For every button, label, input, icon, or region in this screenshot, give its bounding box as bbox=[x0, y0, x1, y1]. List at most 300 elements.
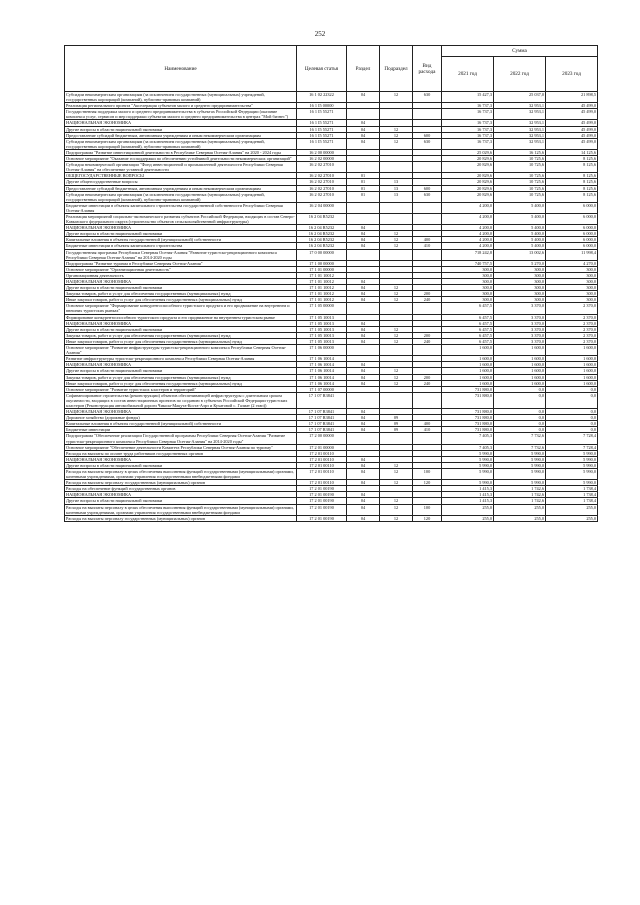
table-row bbox=[65, 392, 598, 408]
row-sum-2021: 20 829,6 bbox=[442, 179, 494, 185]
row-target: 17 1 01 10012 bbox=[297, 285, 347, 291]
row-target: 17 1 07 R3841 bbox=[297, 415, 347, 421]
row-subsection bbox=[380, 345, 413, 356]
row-name: Расходы на выплаты персоналу в целях обеспечения выполнения функций государственными (муниципальными) органами, казенными учреждениями, органами управления государственными внебюджетными фондами bbox=[65, 469, 297, 480]
table-row bbox=[65, 92, 598, 103]
row-subsection: 12 bbox=[380, 138, 413, 149]
table-row bbox=[65, 213, 598, 224]
row-sum-2021: 16 737,3 bbox=[442, 120, 494, 126]
row-sum-2021: 5 990,0 bbox=[442, 456, 494, 462]
row-type: 100 bbox=[413, 469, 442, 480]
row-target: 17 2 00 00000 bbox=[297, 433, 347, 444]
row-sum-2023: 255,0 bbox=[546, 504, 598, 515]
row-target: 16 2 04 R5232 bbox=[297, 237, 347, 243]
row-name: Подпрограмма "Обеспечение реализации Государственной программы Республики Северная Осетия-Алания "Развитие туристско-рекреационного комплекса Республики Северная Осетия-Алания" на 2014-2020 годы" bbox=[65, 433, 297, 444]
row-target: 17 2 01 00000 bbox=[297, 444, 347, 450]
row-sum-2022: 3 370,0 bbox=[494, 314, 546, 320]
row-section: 01 bbox=[347, 185, 380, 191]
row-target: 16 1 I5 55271 bbox=[297, 132, 347, 138]
row-section: 01 bbox=[347, 191, 380, 202]
row-name: Развитие инфраструктуры туристско-рекреационного комплекса Республики Северная Осетия-Алания bbox=[65, 356, 297, 362]
row-section: 04 bbox=[347, 326, 380, 332]
row-target: 17 1 07 R3841 bbox=[297, 427, 347, 433]
row-sum-2023: 300,0 bbox=[546, 272, 598, 278]
row-sum-2022: 5 400,0 bbox=[494, 231, 546, 237]
row-sum-2023: 5 990,0 bbox=[546, 462, 598, 468]
table-row bbox=[65, 504, 598, 515]
row-sum-2021: 300,0 bbox=[442, 285, 494, 291]
row-name: Закупка товаров, работ и услуг для обеспечения государственных (муниципальных) нужд bbox=[65, 332, 297, 338]
row-sum-2022: 5 990,0 bbox=[494, 456, 546, 462]
row-section: 04 bbox=[347, 456, 380, 462]
row-section: 04 bbox=[347, 138, 380, 149]
row-sum-2023: 45 499,0 bbox=[546, 109, 598, 120]
row-sum-2022: 300,0 bbox=[494, 297, 546, 303]
row-sum-2023: 0,0 bbox=[546, 386, 598, 392]
row-section: 04 bbox=[347, 427, 380, 433]
row-subsection bbox=[380, 213, 413, 224]
row-name: Субсидии некоммерческим организациям (за исключением государственных (муниципальных) учреждений, государственных корпораций (компаний), публично-правовых компаний) bbox=[65, 92, 297, 103]
row-sum-2023: 6 000,0 bbox=[546, 202, 598, 213]
row-sum-2021: 731 880,0 bbox=[442, 421, 494, 427]
row-sum-2022: 32 953,1 bbox=[494, 103, 546, 109]
row-subsection: 09 bbox=[380, 427, 413, 433]
row-subsection: 12 bbox=[380, 498, 413, 504]
row-section: 01 bbox=[347, 179, 380, 185]
table-row bbox=[65, 469, 598, 480]
row-name: Государственная программа Республики Северная Осетия-Алания "Развитие туристско-рекреационного комплекса Республики Северная Осетия-Алания" на 2014-2020 годы bbox=[65, 249, 297, 260]
row-sum-2023: 45 499,0 bbox=[546, 120, 598, 126]
row-target: 17 1 07 R3841 bbox=[297, 409, 347, 415]
row-sum-2022: 32 953,1 bbox=[494, 138, 546, 149]
row-sum-2022: 1 600,0 bbox=[494, 374, 546, 380]
row-name: Другие вопросы в области национальной экономики bbox=[65, 231, 297, 237]
row-sum-2022: 0,0 bbox=[494, 421, 546, 427]
row-section bbox=[347, 202, 380, 213]
row-target: 17 1 05 10013 bbox=[297, 332, 347, 338]
row-target: 17 1 00 00000 bbox=[297, 260, 347, 266]
row-sum-2021: 4 200,0 bbox=[442, 243, 494, 249]
row-name: Субсидии некоммерческим организациям (за исключением государственных (муниципальных) учреждений, государственных корпораций (компаний), публично-правовых компаний) bbox=[65, 138, 297, 149]
row-sum-2022: 3 370,0 bbox=[494, 332, 546, 338]
row-sum-2022: 32 953,1 bbox=[494, 132, 546, 138]
row-sum-2021: 20 829,6 bbox=[442, 185, 494, 191]
row-sum-2022: 5 990,0 bbox=[494, 462, 546, 468]
row-name: Расходы на обеспечение функций государственных органов bbox=[65, 486, 297, 492]
row-name: Организационная деятельность bbox=[65, 272, 297, 278]
row-section: 04 bbox=[347, 126, 380, 132]
row-name: Формирование конкурентоспособного туристского продукта и его продвижение на внутреннем туристском рынке bbox=[65, 314, 297, 320]
row-section: 04 bbox=[347, 225, 380, 231]
row-sum-2023: 7 728,4 bbox=[546, 433, 598, 444]
row-sum-2021: 740 757,5 bbox=[442, 260, 494, 266]
row-target: 17 1 01 10012 bbox=[297, 297, 347, 303]
row-sum-2021: 255,0 bbox=[442, 515, 494, 521]
row-sum-2023: 8 125,6 bbox=[546, 162, 598, 173]
row-sum-2022: 0,0 bbox=[494, 409, 546, 415]
row-section bbox=[347, 162, 380, 173]
row-target: 16 2 04 R5232 bbox=[297, 225, 347, 231]
row-section: 04 bbox=[347, 415, 380, 421]
row-sum-2023: 300,0 bbox=[546, 266, 598, 272]
row-sum-2021: 6 457,5 bbox=[442, 320, 494, 326]
row-target: 17 1 01 10012 bbox=[297, 279, 347, 285]
row-type: 100 bbox=[413, 504, 442, 515]
row-sum-2023: 2 370,0 bbox=[546, 326, 598, 332]
row-section: 04 bbox=[347, 462, 380, 468]
row-name: Расходы на выплаты по оплате труда работников государственных органов bbox=[65, 450, 297, 456]
row-name: Расходы на выплаты персоналу в целях обеспечения выполнения функций государственными (муниципальными) органами, казенными учреждениями, органами управления государственными внебюджетными фондами bbox=[65, 504, 297, 515]
row-target: 16 2 04 R5232 bbox=[297, 213, 347, 224]
row-type bbox=[413, 392, 442, 408]
row-subsection: 09 bbox=[380, 421, 413, 427]
row-subsection: 13 bbox=[380, 179, 413, 185]
row-name: Подпрограмма "Развитие инвестиционной деятельности в Республике Северная Осетия-Алания" на 2020 - 2024 годы bbox=[65, 149, 297, 155]
row-name: Бюджетные инвестиции bbox=[65, 427, 297, 433]
row-sum-2021: 731 880,0 bbox=[442, 386, 494, 392]
row-sum-2023: 5 990,0 bbox=[546, 456, 598, 462]
row-section bbox=[347, 392, 380, 408]
row-sum-2022: 0,0 bbox=[494, 386, 546, 392]
row-subsection: 12 bbox=[380, 231, 413, 237]
row-sum-2023: 4 270,0 bbox=[546, 260, 598, 266]
row-name: Закупка товаров, работ и услуг для обеспечения государственных (муниципальных) нужд bbox=[65, 374, 297, 380]
row-name: НАЦИОНАЛЬНАЯ ЭКОНОМИКА bbox=[65, 456, 297, 462]
row-sum-2021: 1 415,3 bbox=[442, 492, 494, 498]
row-target: 17 1 05 00000 bbox=[297, 303, 347, 314]
row-sum-2022: 10 725,6 bbox=[494, 156, 546, 162]
table-row bbox=[65, 345, 598, 356]
row-target: 17 1 07 00000 bbox=[297, 386, 347, 392]
row-name: НАЦИОНАЛЬНАЯ ЭКОНОМИКА bbox=[65, 492, 297, 498]
row-sum-2023: 300,0 bbox=[546, 279, 598, 285]
row-sum-2023: 6 000,0 bbox=[546, 243, 598, 249]
row-sum-2021: 300,0 bbox=[442, 297, 494, 303]
row-section: 04 bbox=[347, 421, 380, 427]
row-sum-2023: 1 738,4 bbox=[546, 486, 598, 492]
budget-table bbox=[64, 45, 598, 522]
row-target: 16 1 I5 55271 bbox=[297, 126, 347, 132]
row-sum-2021: 6 457,5 bbox=[442, 314, 494, 320]
row-sum-2023: 300,0 bbox=[546, 297, 598, 303]
row-sum-2022: 3 370,0 bbox=[494, 303, 546, 314]
row-sum-2021: 300,0 bbox=[442, 272, 494, 278]
row-name: Государственная поддержка малого и среднего предпринимательства в субъектах Российской Федерации (оказание комплекса услуг, сервисов и мер поддержки субъектам малого и среднего предпринимательства в центрах "Мой бизнес") bbox=[65, 109, 297, 120]
row-section: 04 bbox=[347, 279, 380, 285]
row-sum-2021: 25 029,6 bbox=[442, 149, 494, 155]
row-sum-2022: 300,0 bbox=[494, 291, 546, 297]
header-target: Целевая статья bbox=[297, 46, 347, 92]
row-type bbox=[413, 162, 442, 173]
row-target: 17 2 01 00190 bbox=[297, 515, 347, 521]
table-row bbox=[65, 138, 598, 149]
row-name: Расходы на выплаты персоналу государственных (муниципальных) органов bbox=[65, 515, 297, 521]
row-section: 04 bbox=[347, 515, 380, 521]
row-sum-2023: 255,0 bbox=[546, 515, 598, 521]
row-sum-2023: 2 370,0 bbox=[546, 303, 598, 314]
row-name: Реализация регионального проекта "Акселерация субъектов малого и среднего предпринимательства" bbox=[65, 103, 297, 109]
row-type: 600 bbox=[413, 185, 442, 191]
row-type: 630 bbox=[413, 92, 442, 103]
row-target: 17 1 07 R3841 bbox=[297, 421, 347, 427]
row-subsection: 12 bbox=[380, 480, 413, 486]
row-type bbox=[413, 109, 442, 120]
row-name: Предоставление субсидий бюджетным, автономным учреждениям и иным некоммерческим организациям bbox=[65, 185, 297, 191]
row-sum-2022: 25 037,0 bbox=[494, 92, 546, 103]
table-row bbox=[65, 303, 598, 314]
row-name: Основное мероприятие "Развитие туристских кластеров и территорий" bbox=[65, 386, 297, 392]
row-sum-2021: 4 200,0 bbox=[442, 213, 494, 224]
row-target: 16 2 04 R5232 bbox=[297, 243, 347, 249]
row-target: 17 2 01 00110 bbox=[297, 450, 347, 456]
row-section: 04 bbox=[347, 243, 380, 249]
row-target: 17 2 01 00190 bbox=[297, 492, 347, 498]
row-sum-2023: 1 600,0 bbox=[546, 362, 598, 368]
row-sum-2023: 1 600,0 bbox=[546, 374, 598, 380]
row-sum-2021: 5 990,0 bbox=[442, 462, 494, 468]
row-sum-2023: 2 370,0 bbox=[546, 338, 598, 344]
row-section: 04 bbox=[347, 469, 380, 480]
row-sum-2021: 16 737,3 bbox=[442, 126, 494, 132]
row-subsection: 12 bbox=[380, 243, 413, 249]
row-section: 04 bbox=[347, 291, 380, 297]
row-subsection: 13 bbox=[380, 191, 413, 202]
row-sum-2021: 731 880,0 bbox=[442, 409, 494, 415]
row-sum-2021: 718 242,8 bbox=[442, 249, 494, 260]
row-sum-2022: 255,0 bbox=[494, 504, 546, 515]
row-sum-2021: 16 737,3 bbox=[442, 109, 494, 120]
header-section: Раздел bbox=[347, 46, 380, 92]
row-type: 410 bbox=[413, 243, 442, 249]
row-sum-2023: 0,0 bbox=[546, 421, 598, 427]
row-type: 400 bbox=[413, 421, 442, 427]
row-sum-2023: 5 990,0 bbox=[546, 450, 598, 456]
row-sum-2022: 1 742,6 bbox=[494, 486, 546, 492]
row-section: 04 bbox=[347, 374, 380, 380]
row-target: 16 2 04 R5232 bbox=[297, 231, 347, 237]
row-target: 17 1 06 10014 bbox=[297, 356, 347, 362]
row-subsection: 12 bbox=[380, 332, 413, 338]
row-sum-2022: 5 270,0 bbox=[494, 260, 546, 266]
row-target: 17 2 01 00110 bbox=[297, 456, 347, 462]
row-section: 04 bbox=[347, 504, 380, 515]
row-section: 04 bbox=[347, 320, 380, 326]
row-section bbox=[347, 433, 380, 444]
row-name: Основное мероприятие "Организационная деятельность" bbox=[65, 266, 297, 272]
row-type bbox=[413, 249, 442, 260]
row-sum-2021: 300,0 bbox=[442, 291, 494, 297]
row-sum-2023: 14 125,6 bbox=[546, 149, 598, 155]
row-name: НАЦИОНАЛЬНАЯ ЭКОНОМИКА bbox=[65, 362, 297, 368]
row-sum-2022: 5 400,0 bbox=[494, 237, 546, 243]
row-name: ОБЩЕГОСУДАРСТВЕННЫЕ ВОПРОСЫ bbox=[65, 173, 297, 179]
row-target: 17 2 01 00110 bbox=[297, 469, 347, 480]
row-section: 04 bbox=[347, 368, 380, 374]
row-subsection: 12 bbox=[380, 380, 413, 386]
row-sum-2023: 2 370,0 bbox=[546, 314, 598, 320]
row-sum-2022: 13 002,6 bbox=[494, 249, 546, 260]
row-sum-2021: 20 829,6 bbox=[442, 191, 494, 202]
row-name: Другие вопросы в области национальной экономики bbox=[65, 126, 297, 132]
row-sum-2021: 6 457,5 bbox=[442, 338, 494, 344]
row-sum-2023: 1 600,0 bbox=[546, 345, 598, 356]
header-2021: 2021 год bbox=[442, 57, 494, 92]
row-name: Другие вопросы в области национальной экономики bbox=[65, 368, 297, 374]
row-sum-2021: 255,0 bbox=[442, 504, 494, 515]
row-name: Бюджетные инвестиции в объекты капитального строительства государственной собственности Республики Северная Осетия-Алания bbox=[65, 202, 297, 213]
row-target: 16 2 02 27010 bbox=[297, 173, 347, 179]
row-type bbox=[413, 345, 442, 356]
row-sum-2023: 11 998,4 bbox=[546, 249, 598, 260]
row-sum-2021: 7 405,3 bbox=[442, 433, 494, 444]
table-row bbox=[65, 109, 598, 120]
row-target: 16 1 I5 00000 bbox=[297, 103, 347, 109]
row-section: 04 bbox=[347, 237, 380, 243]
table-row bbox=[65, 191, 598, 202]
row-type: 630 bbox=[413, 138, 442, 149]
row-target: 16 2 02 27010 bbox=[297, 179, 347, 185]
row-name: Предоставление субсидий бюджетным, автономным учреждениям и иным некоммерческим организациям bbox=[65, 132, 297, 138]
row-type: 200 bbox=[413, 332, 442, 338]
row-type bbox=[413, 433, 442, 444]
row-sum-2022: 7 732,6 bbox=[494, 433, 546, 444]
row-sum-2023: 7 728,4 bbox=[546, 444, 598, 450]
row-sum-2022: 10 725,6 bbox=[494, 191, 546, 202]
row-subsection: 09 bbox=[380, 415, 413, 421]
row-name: НАЦИОНАЛЬНАЯ ЭКОНОМИКА bbox=[65, 320, 297, 326]
row-sum-2021: 20 829,6 bbox=[442, 173, 494, 179]
row-name: Другие общегосударственные вопросы bbox=[65, 179, 297, 185]
row-sum-2021: 1 600,0 bbox=[442, 368, 494, 374]
row-sum-2022: 3 370,0 bbox=[494, 326, 546, 332]
row-sum-2021: 4 200,0 bbox=[442, 202, 494, 213]
row-subsection bbox=[380, 162, 413, 173]
row-sum-2023: 5 990,0 bbox=[546, 469, 598, 480]
row-sum-2022: 0,0 bbox=[494, 392, 546, 408]
row-sum-2022: 10 725,6 bbox=[494, 185, 546, 191]
row-sum-2021: 6 457,5 bbox=[442, 332, 494, 338]
row-type: 120 bbox=[413, 515, 442, 521]
row-sum-2021: 16 737,3 bbox=[442, 132, 494, 138]
row-sum-2022: 300,0 bbox=[494, 266, 546, 272]
row-sum-2023: 8 125,6 bbox=[546, 156, 598, 162]
row-sum-2022: 10 725,6 bbox=[494, 179, 546, 185]
row-subsection: 12 bbox=[380, 515, 413, 521]
row-name: Другие вопросы в области национальной экономики bbox=[65, 326, 297, 332]
header-type: Вид расхода bbox=[413, 46, 442, 92]
row-sum-2022: 10 725,6 bbox=[494, 173, 546, 179]
row-section: 04 bbox=[347, 285, 380, 291]
row-sum-2021: 6 457,5 bbox=[442, 326, 494, 332]
row-sum-2022: 16 125,6 bbox=[494, 149, 546, 155]
row-target: 17 2 01 00190 bbox=[297, 486, 347, 492]
row-section: 04 bbox=[347, 297, 380, 303]
header-sum: Сумма bbox=[442, 46, 598, 57]
row-name: Расходы на выплаты персоналу государственных (муниципальных) органов bbox=[65, 480, 297, 486]
row-subsection: 12 bbox=[380, 469, 413, 480]
row-type: 120 bbox=[413, 480, 442, 486]
row-sum-2021: 5 990,0 bbox=[442, 450, 494, 456]
row-sum-2021: 1 600,0 bbox=[442, 356, 494, 362]
row-name: Другие вопросы в области национальной экономики bbox=[65, 462, 297, 468]
row-name: Другие вопросы в области национальной экономики bbox=[65, 498, 297, 504]
row-subsection: 12 bbox=[380, 368, 413, 374]
row-sum-2022: 32 953,1 bbox=[494, 109, 546, 120]
row-name: НАЦИОНАЛЬНАЯ ЭКОНОМИКА bbox=[65, 409, 297, 415]
row-target: 17 1 01 10012 bbox=[297, 291, 347, 297]
row-section bbox=[347, 213, 380, 224]
row-target: 17 0 00 00000 bbox=[297, 249, 347, 260]
row-sum-2022: 300,0 bbox=[494, 285, 546, 291]
row-sum-2023: 21 898,5 bbox=[546, 92, 598, 103]
row-target: 16 1 I5 55271 bbox=[297, 120, 347, 126]
row-subsection: 13 bbox=[380, 185, 413, 191]
row-sum-2021: 4 200,0 bbox=[442, 237, 494, 243]
row-name: Дорожное хозяйство (дорожные фонды) bbox=[65, 415, 297, 421]
row-name: НАЦИОНАЛЬНАЯ ЭКОНОМИКА bbox=[65, 225, 297, 231]
row-sum-2022: 1 600,0 bbox=[494, 362, 546, 368]
row-sum-2021: 731 880,0 bbox=[442, 415, 494, 421]
row-subsection: 12 bbox=[380, 338, 413, 344]
row-sum-2021: 4 200,0 bbox=[442, 225, 494, 231]
row-sum-2021: 1 415,3 bbox=[442, 486, 494, 492]
row-sum-2021: 15 427,3 bbox=[442, 92, 494, 103]
page-number: 252 bbox=[314, 30, 326, 38]
row-subsection bbox=[380, 392, 413, 408]
row-type: 600 bbox=[413, 132, 442, 138]
header-2022: 2022 год bbox=[494, 57, 546, 92]
row-sum-2022: 0,0 bbox=[494, 415, 546, 421]
row-name: НАЦИОНАЛЬНАЯ ЭКОНОМИКА bbox=[65, 120, 297, 126]
table-body bbox=[65, 92, 598, 522]
row-subsection bbox=[380, 303, 413, 314]
row-sum-2021: 5 990,0 bbox=[442, 480, 494, 486]
row-type bbox=[413, 202, 442, 213]
row-section: 04 bbox=[347, 492, 380, 498]
row-sum-2023: 0,0 bbox=[546, 392, 598, 408]
row-sum-2022: 3 370,0 bbox=[494, 320, 546, 326]
row-target: 16 1 I5 55271 bbox=[297, 109, 347, 120]
row-name: Капитальные вложения в объекты государственной (муниципальной) собственности bbox=[65, 237, 297, 243]
row-sum-2023: 45 499,0 bbox=[546, 126, 598, 132]
table-row bbox=[65, 162, 598, 173]
row-name: Софинансирование строительства (реконструкции) объектов обеспечивающей инфраструктуры с длительным сроком окупаемости, входящих в состав инвестиционных проектов по созданию в субъектах Российской Федерации туристских кластеров (Реконструкция автомобильной дороги Чикола-Мацута-Коста-Аэрэ и Кухатовой с. Галиат (2 этап)) bbox=[65, 392, 297, 408]
row-type: 200 bbox=[413, 374, 442, 380]
row-section: 04 bbox=[347, 132, 380, 138]
row-subsection: 12 bbox=[380, 285, 413, 291]
row-type: 410 bbox=[413, 427, 442, 433]
row-sum-2022: 1 600,0 bbox=[494, 368, 546, 374]
row-target: 17 2 01 00110 bbox=[297, 480, 347, 486]
row-sum-2022: 5 400,0 bbox=[494, 213, 546, 224]
row-sum-2022: 1 600,0 bbox=[494, 380, 546, 386]
row-subsection: 12 bbox=[380, 92, 413, 103]
row-sum-2023: 2 370,0 bbox=[546, 320, 598, 326]
row-sum-2022: 255,0 bbox=[494, 515, 546, 521]
table-row bbox=[65, 202, 598, 213]
row-name: Капитальные вложения в объекты государственной (муниципальной) собственности bbox=[65, 421, 297, 427]
row-sum-2022: 5 400,0 bbox=[494, 202, 546, 213]
table-row bbox=[65, 433, 598, 444]
row-name: Основное мероприятие "Обеспечение деятельности Комитета Республики Северная Осетия-Алания по туризму" bbox=[65, 444, 297, 450]
row-sum-2023: 2 370,0 bbox=[546, 332, 598, 338]
row-sum-2022: 1 742,6 bbox=[494, 498, 546, 504]
row-target: 17 1 01 10012 bbox=[297, 272, 347, 278]
row-section bbox=[347, 109, 380, 120]
row-sum-2022: 5 400,0 bbox=[494, 243, 546, 249]
row-sum-2023: 45 499,0 bbox=[546, 103, 598, 109]
table-row bbox=[65, 249, 598, 260]
